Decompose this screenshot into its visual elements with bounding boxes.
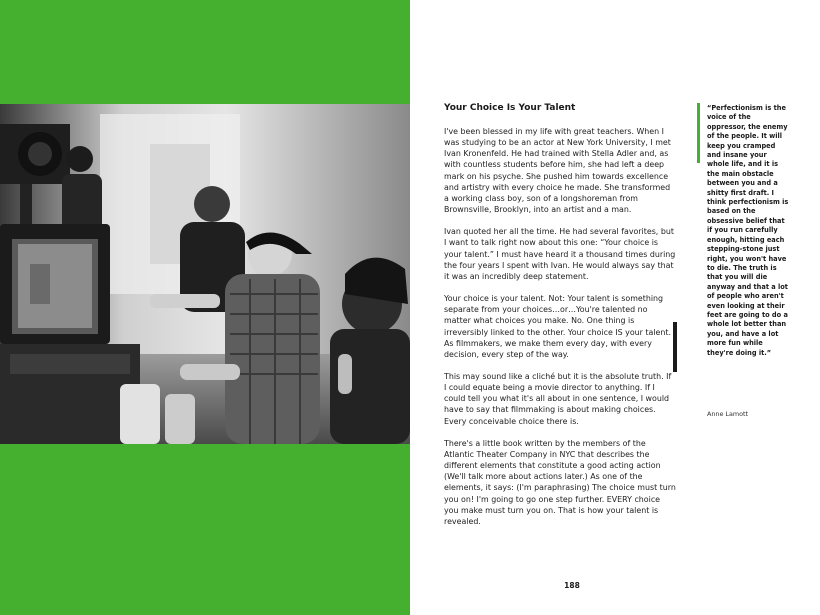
sidebar-quote: “Perfectionism is the voice of the oppressor, the enemy of the people. It will keep you cramped and insane your whole life, and it is the main obstacle between you and a shitty first draft. I think perfectionism is based on the obsessive belief that if you run carefully enough, hitting each stepping-stone just right, you won't have to die. The truth is that you will die anyway and that a lot of people who aren't even looking at their feet are going to do a whole lot better than you, and have a lot more fun while they're doing it.” [707, 104, 789, 357]
body-paragraph: There's a little book written by the members of the Atlantic Theater Company in NYC that describes the different elements that constitute a good acting action (We'll talk more about actions later.) As one of the elements, it says: (I'm paraphrasing) The choice must turn you on! I'm going to go one step further. EVERY choice you make must turn you on. That is how your talent is revealed. [444, 438, 676, 526]
body-paragraph: I've been blessed in my life with great teachers. When I was studying to be an actor at New York University, I met Ivan Kronenfeld. He had trained with Stella Adler and, as with countless students before him, she had left a deep mark on his psyche. She pushed him towards excellence and artistry with every choice he made. She transformed a working class boy, son of a longshoreman from Brownsville, Brooklyn, into an artist and a man. [444, 127, 671, 215]
chapter-title: Your Choice Is Your Talent [444, 103, 576, 113]
body-paragraph: Your choice is your talent. Not: Your talent is something separate from your choices…or…You're talented no matter what choices you make. No. One thing is irreversibly linked to the other. Your choice IS your talent. As filmmakers, we make them every day, with every decision, every step of the way. [444, 294, 672, 359]
margin-marker-bar [673, 322, 677, 372]
quote-accent-bar [697, 103, 700, 163]
quote-attribution: Anne Lamott [707, 410, 749, 418]
film-set-photo [0, 104, 410, 444]
body-paragraph: Ivan quoted her all the time. He had several favorites, but I want to talk right now about this one: “Your choice is your talent.” I must have heard it a thousand times during the four years I spent with Ivan. He would always say that it was an incredibly deep statement. [444, 227, 676, 281]
body-paragraph: This may sound like a cliché but it is the absolute truth. If I could equate being a movie director to anything. If I could tell you what it's all about in one sentence, I would have to say that filmmaking is about making choices. Every conceivable choice there is. [444, 371, 672, 426]
page-number: 188 [564, 581, 580, 590]
body-text [444, 126, 676, 538]
